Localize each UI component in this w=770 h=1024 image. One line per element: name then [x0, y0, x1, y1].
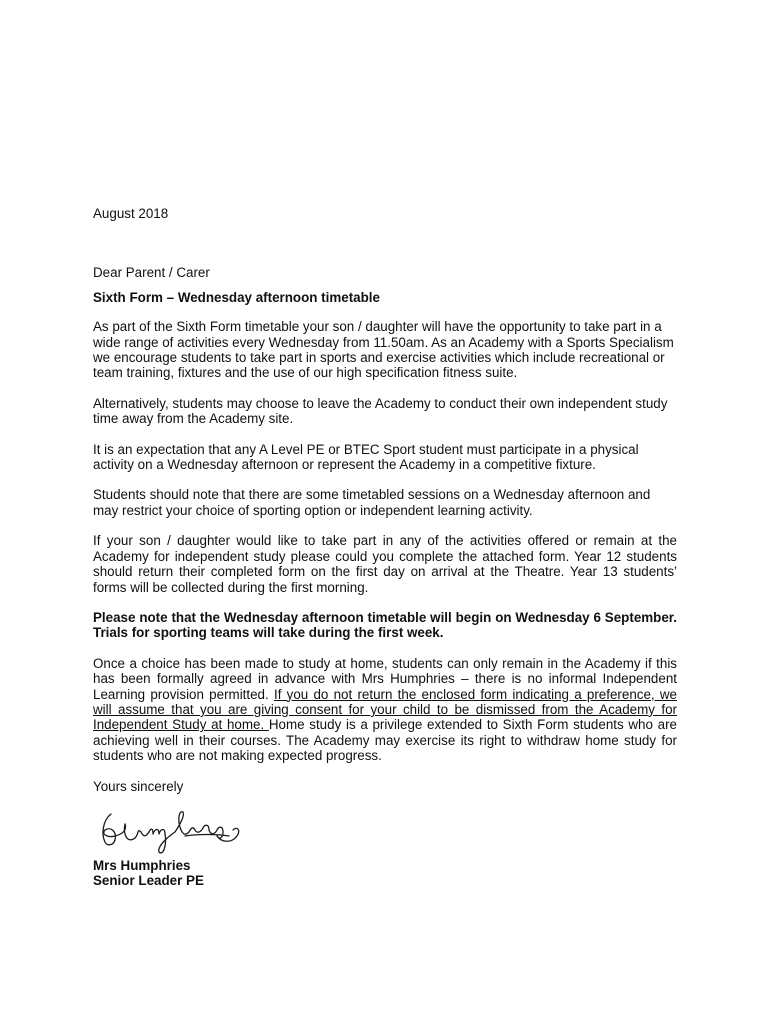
salutation: Dear Parent / Carer: [93, 265, 210, 281]
paragraph-independent-study: Alternatively, students may choose to leave the Academy to conduct their own independent study time away from the Academy site.: [93, 395, 668, 427]
consent-notice: If you do not return the enclosed form indicating a preference, we will assume that you are giving consent for your child to be dismissed from the Academy for Independent Study at home.: [93, 686, 677, 733]
home-study-text: Once a choice has been made to study at home, students can only remain in the Academy if this has been formally agreed in advance with Mrs Humphries – there is no informal Independent Learning provision permitted.: [93, 655, 677, 702]
paragraph-home-study: [93, 656, 677, 764]
signatory-name: Mrs Humphries: [93, 857, 191, 873]
home-study-privilege: Home study is a privilege extended to Sixth Form students who are achieving well in their courses. The Academy may exercise its right to withdraw home study for students who are not making expected progress.: [93, 717, 677, 764]
paragraph-activities: As part of the Sixth Form timetable your son / daughter will have the opportunity to take part in a wide range of activities every Wednesday from 11.50am. As an Academy with a Sports Specialism we encourage students to take part in sports and exercise activities which include recreational or team training, fixtures and the use of our high specification fitness suite.: [93, 319, 674, 381]
handwritten-signature: [97, 806, 247, 858]
letter-body: [93, 206, 677, 889]
paragraph-start-date: Please note that the Wednesday afternoon timetable will begin on Wednesday 6 September. Trials for sporting teams will take during the first week.: [93, 609, 677, 641]
closing: Yours sincerely: [93, 778, 184, 794]
subject-heading: Sixth Form – Wednesday afternoon timetable: [93, 289, 380, 305]
paragraph-pe-expectation: It is an expectation that any A Level PE or BTEC Sport student must participate in a physical activity on a Wednesday afternoon or represent the Academy in a competitive fixture.: [93, 441, 639, 473]
paragraph-timetabled-sessions: Students should note that there are some timetabled sessions on a Wednesday afternoon and may restrict your choice of sporting option or independent learning activity.: [93, 487, 651, 518]
letter-date: August 2018: [93, 206, 169, 221]
signatory-title: Senior Leader PE: [93, 873, 204, 889]
paragraph-form-return: If your son / daughter would like to take part in any of the activities offered or remain at the Academy for independent study please could you complete the attached form. Year 12 students should return their completed form on the first day on arrival at the Theatre. Year 13 students’ forms will be collected during the first morning.: [93, 533, 677, 595]
